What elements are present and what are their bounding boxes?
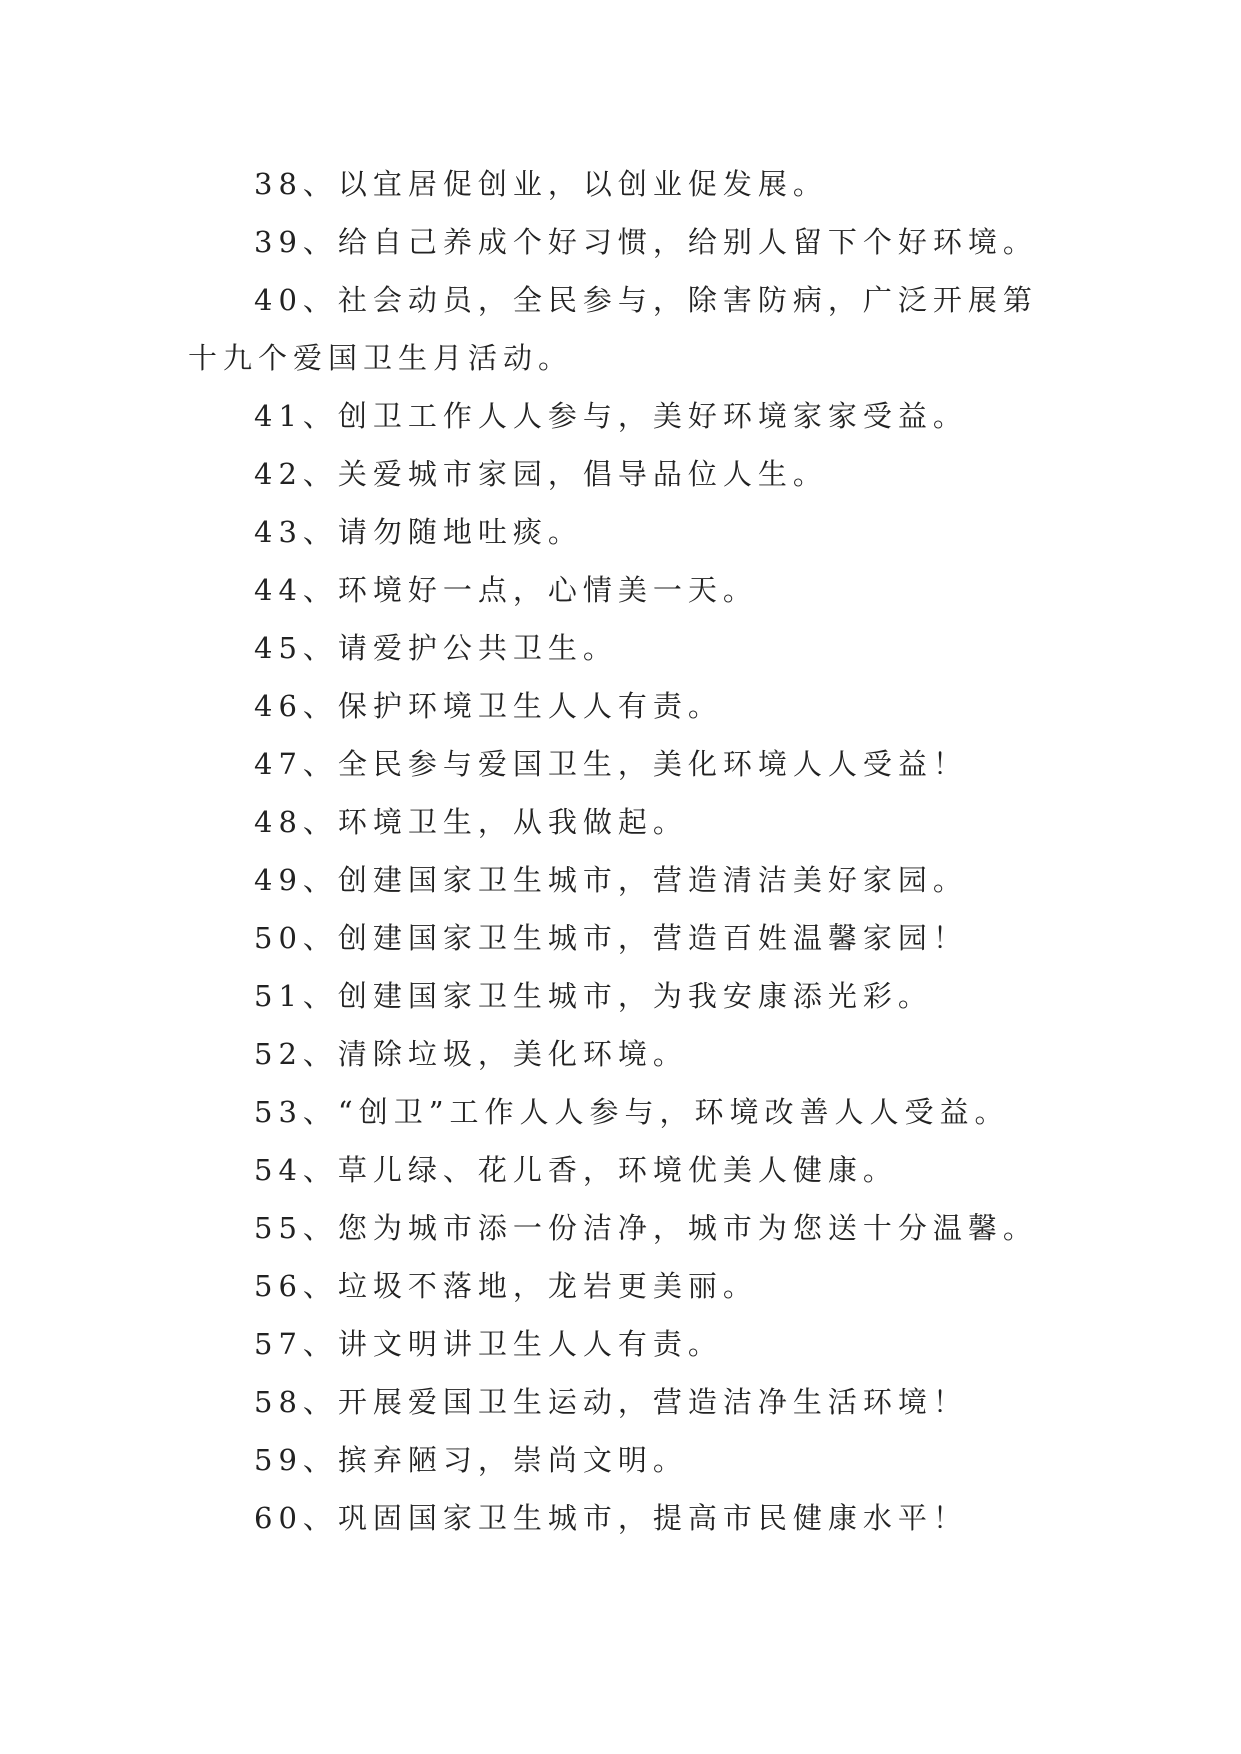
list-item: 47、全民参与爱国卫生，美化环境人人受益！ xyxy=(254,747,968,781)
list-item: 41、创卫工作人人参与，美好环境家家受益。 xyxy=(254,399,968,433)
list-item: 56、垃圾不落地，龙岩更美丽。 xyxy=(254,1269,758,1303)
list-item: 46、保护环境卫生人人有责。 xyxy=(254,689,723,723)
list-item: 38、以宜居促创业，以创业促发展。 xyxy=(254,167,828,201)
list-item: 45、请爱护公共卫生。 xyxy=(254,631,618,665)
list-item: 51、创建国家卫生城市，为我安康添光彩。 xyxy=(254,979,933,1013)
list-item: 48、环境卫生，从我做起。 xyxy=(254,805,688,839)
slogan-list xyxy=(188,155,1058,1547)
list-item: 50、创建国家卫生城市，营造百姓温馨家园！ xyxy=(254,921,968,955)
list-item: 57、讲文明讲卫生人人有责。 xyxy=(254,1327,723,1361)
list-item: 42、关爱城市家园，倡导品位人生。 xyxy=(254,457,828,491)
list-item: 43、请勿随地吐痰。 xyxy=(254,515,583,549)
list-item: 58、开展爱国卫生运动，营造洁净生活环境！ xyxy=(254,1385,968,1419)
list-item: 40、社会动员，全民参与，除害防病，广泛开展第十九个爱国卫生月活动。 xyxy=(188,283,1038,375)
list-item: 54、草儿绿、花儿香，环境优美人健康。 xyxy=(254,1153,898,1187)
list-item: 60、巩固国家卫生城市，提高市民健康水平！ xyxy=(254,1501,968,1535)
list-item: 59、摈弃陋习，崇尚文明。 xyxy=(254,1443,688,1477)
list-item: 52、清除垃圾，美化环境。 xyxy=(254,1037,688,1071)
list-item: 55、您为城市添一份洁净，城市为您送十分温馨。 xyxy=(254,1211,1038,1245)
list-item: 49、创建国家卫生城市，营造清洁美好家园。 xyxy=(254,863,968,897)
list-item: 44、环境好一点，心情美一天。 xyxy=(254,573,758,607)
list-item: 39、给自己养成个好习惯，给别人留下个好环境。 xyxy=(254,225,1038,259)
list-item: 53、“创卫”工作人人参与，环境改善人人受益。 xyxy=(254,1095,1010,1129)
